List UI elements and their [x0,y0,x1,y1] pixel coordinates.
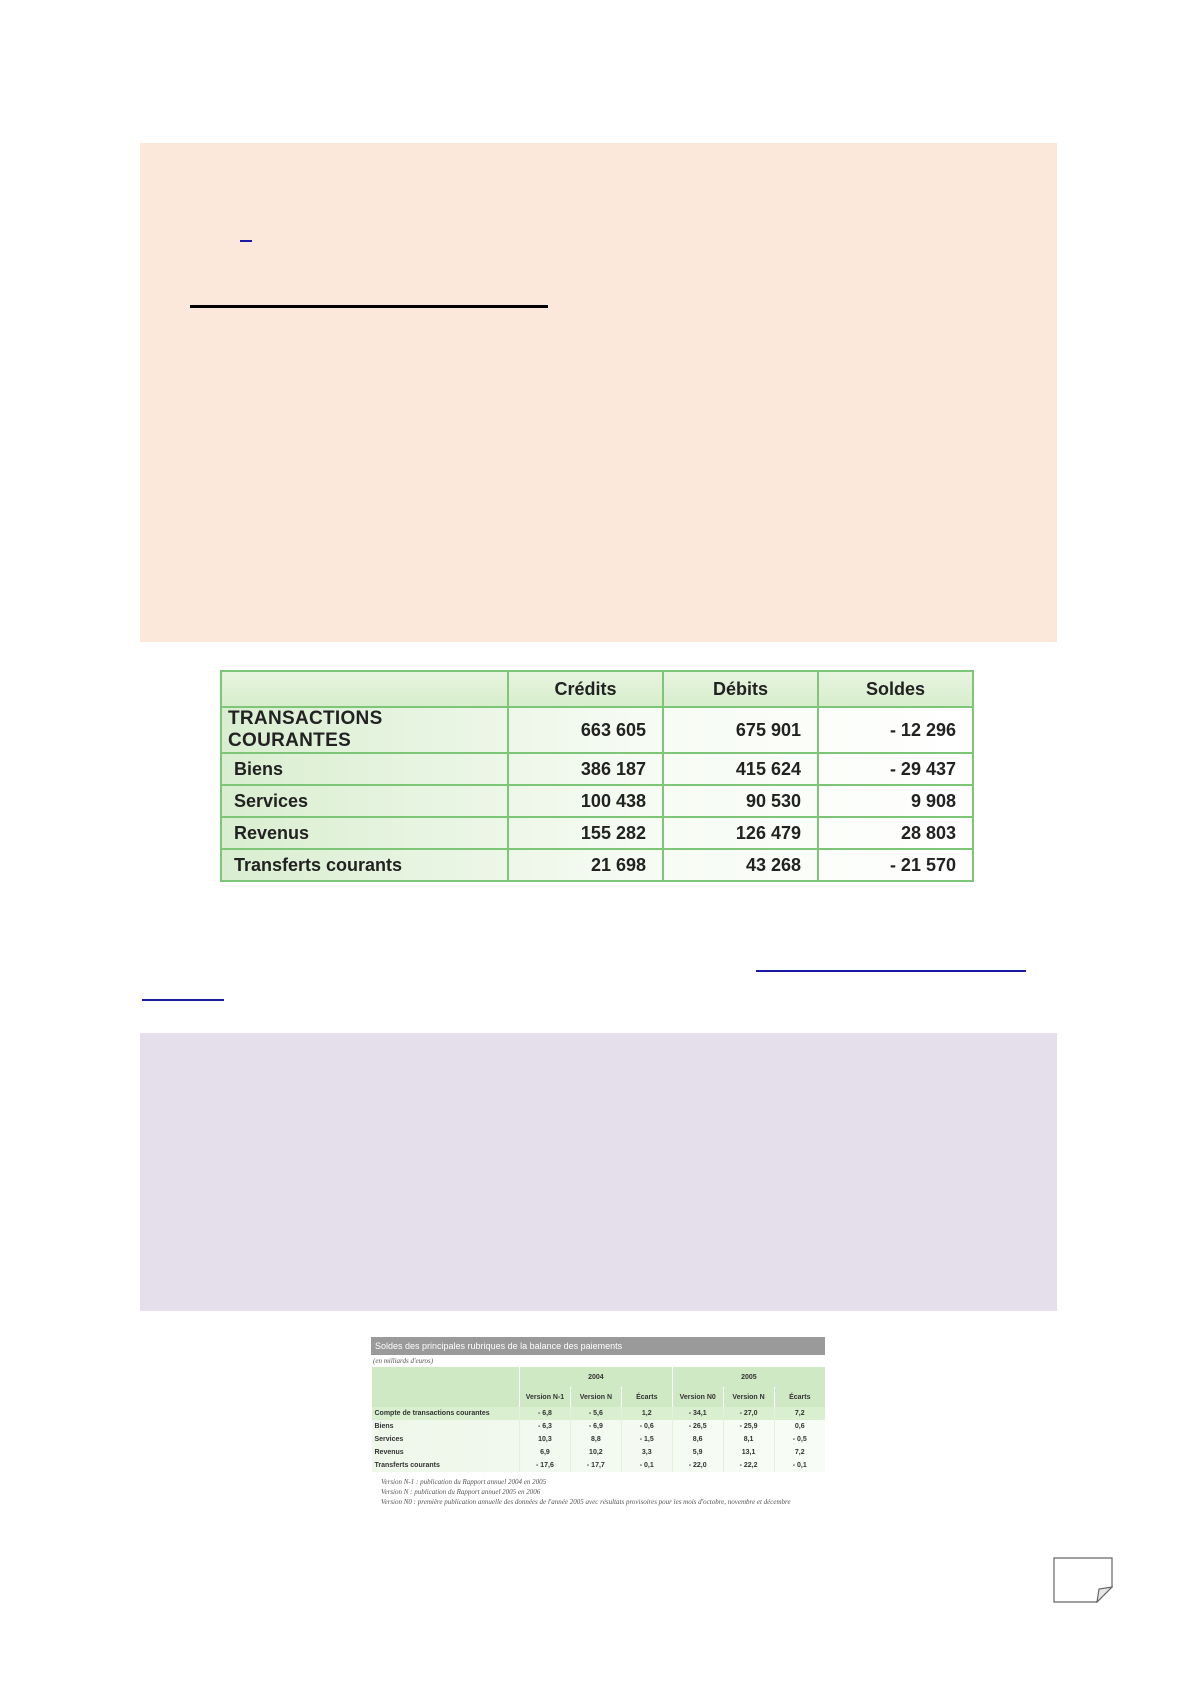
soldes-cell: 9 908 [818,785,973,817]
mini-cell: - 25,9 [723,1420,774,1433]
mini-cell: - 0,5 [774,1433,825,1446]
hyperlink-underline-continued[interactable] [142,999,224,1001]
mini-row-label: Compte de transactions courantes [372,1407,520,1420]
page-curl-icon [1053,1557,1113,1603]
mini-row [372,1459,826,1472]
mini-cell: 5,9 [672,1446,723,1459]
mini-cell: 0,6 [774,1420,825,1433]
row-label: TRANSACTIONS COURANTES [221,707,508,753]
figure-note: Version N : publication du Rapport annuel 2005 en 2006 [381,1488,541,1496]
mini-cell: - 1,5 [621,1433,672,1446]
mini-cell: - 0,1 [621,1459,672,1472]
figure-unit: (en milliards d'euros) [373,1357,434,1365]
hyperlink-underline[interactable] [756,970,1026,972]
mini-table [371,1367,825,1472]
mini-cell: - 5,6 [570,1407,621,1420]
table-header-row [221,671,973,707]
peach-text-box [140,143,1057,642]
row-label: Revenus [221,817,508,849]
transactions-table [220,670,974,882]
soldes-cell: 28 803 [818,817,973,849]
mini-cell: - 17,7 [570,1459,621,1472]
figure-note: Version N-1 : publication du Rapport annuel 2004 en 2005 [381,1478,547,1486]
mini-cell: 6,9 [520,1446,571,1459]
mini-subheader: Version N [570,1387,621,1407]
credits-cell: 100 438 [508,785,663,817]
mini-cell: - 27,0 [723,1407,774,1420]
credits-cell: 155 282 [508,817,663,849]
row-label: Transferts courants [221,849,508,881]
heading-underline [190,305,548,308]
mini-subheader: Version N-1 [520,1387,571,1407]
figure-title: Soldes des principales rubriques de la balance des paiements [371,1337,825,1355]
header-empty [221,671,508,707]
mini-cell: 1,2 [621,1407,672,1420]
mini-row-label: Transferts courants [374,1462,440,1469]
mini-row-label: Biens [374,1423,394,1430]
mini-cell: - 22,2 [723,1459,774,1472]
credits-cell: 663 605 [508,707,663,753]
mini-cell: 10,3 [520,1433,571,1446]
row-label: Services [221,785,508,817]
mini-cell: - 0,1 [774,1459,825,1472]
footnote-link[interactable] [240,240,252,242]
debits-cell: 126 479 [663,817,818,849]
mini-subheader-empty [372,1387,520,1407]
mini-cell: - 6,8 [520,1407,571,1420]
mini-header-year: 2005 [672,1367,825,1387]
credits-cell: 21 698 [508,849,663,881]
mini-cell: - 26,5 [672,1420,723,1433]
mini-row [372,1446,826,1459]
soldes-cell: - 12 296 [818,707,973,753]
mini-cell: 10,2 [570,1446,621,1459]
debits-cell: 675 901 [663,707,818,753]
mini-header-empty [372,1367,520,1387]
table-row [221,817,973,849]
debits-cell: 415 624 [663,753,818,785]
mini-cell: 8,6 [672,1433,723,1446]
mini-subheader: Écarts [774,1387,825,1407]
credits-cell: 386 187 [508,753,663,785]
header-debits: Débits [663,671,818,707]
mini-cell: 13,1 [723,1446,774,1459]
mini-cell: 7,2 [774,1446,825,1459]
mini-subheader: Version N [723,1387,774,1407]
mini-cell: - 6,3 [520,1420,571,1433]
mini-cell: 8,1 [723,1433,774,1446]
figure-notes [371,1472,825,1507]
table-row [221,785,973,817]
mini-row [372,1407,826,1420]
header-credits: Crédits [508,671,663,707]
table-row [221,849,973,881]
mini-cell: - 6,9 [570,1420,621,1433]
debits-cell: 90 530 [663,785,818,817]
debits-cell: 43 268 [663,849,818,881]
figure-note: Version N0 : première publication annuelle des données de l'année 2005 avec résultats provisoires pour les mois d'octobre, novembre et décembre [381,1498,791,1506]
table-row [221,707,973,753]
mini-row [372,1433,826,1446]
lilac-text-box [140,1033,1057,1311]
table-row [221,753,973,785]
mini-cell: - 0,6 [621,1420,672,1433]
balance-summary-figure [371,1337,825,1513]
mini-header-year: 2004 [520,1367,673,1387]
mini-row [372,1420,826,1433]
header-soldes: Soldes [818,671,973,707]
mini-cell: 3,3 [621,1446,672,1459]
mini-row-label: Revenus [374,1449,404,1456]
row-label: Biens [221,753,508,785]
mini-cell: - 17,6 [520,1459,571,1472]
mini-row-label: Services [374,1436,404,1443]
soldes-cell: - 21 570 [818,849,973,881]
mini-cell: - 22,0 [672,1459,723,1472]
mini-subheader: Version N0 [672,1387,723,1407]
mini-cell: - 34,1 [672,1407,723,1420]
mini-subheader: Écarts [621,1387,672,1407]
soldes-cell: - 29 437 [818,753,973,785]
mini-cell: 7,2 [774,1407,825,1420]
mini-cell: 8,8 [570,1433,621,1446]
